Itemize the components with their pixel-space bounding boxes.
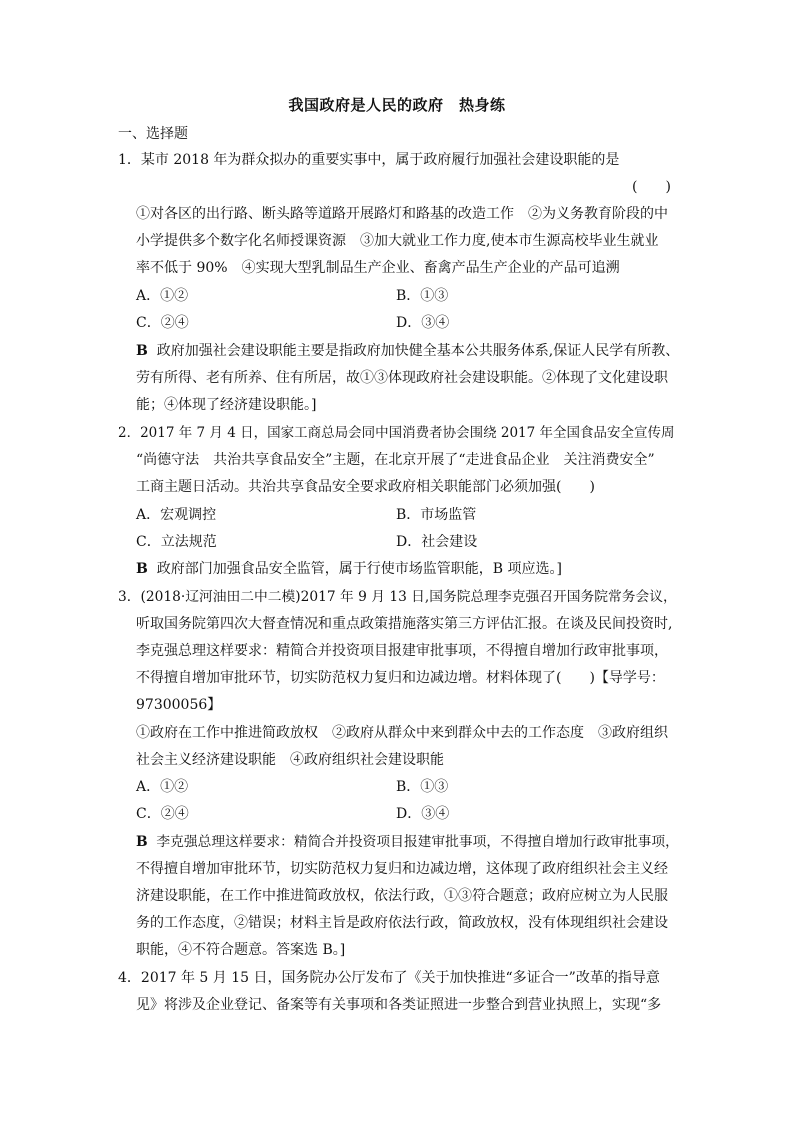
q3-stem-line: 不得擅自增加审批环节，切实防范权力复归和边减边增。材料体现了( )【导学号： [136, 670, 665, 686]
q3-explanation-line: 济建设职能，在工作中推进简政放权，依法行政，①③符合题意；政府应树立为人民服 [136, 888, 668, 904]
q3-explanation-line: 职能，④不符合题意。答案选 B。] [136, 942, 346, 958]
q3-option-line: ①政府在工作中推进简政放权 ②政府从群众中来到群众中去的工作态度 ③政府组织 [136, 725, 668, 741]
q2-choice-c: C．立法规范 [136, 534, 217, 550]
q3-choice-a: A．①② [136, 779, 189, 795]
q3-stem-line: 李克强总理这样要求：精简合并投资项目报建审批事项，不得擅自增加行政审批事项， [136, 643, 668, 659]
q1-option-line: 率不低于 90% ④实现大型乳制品生产企业、畜禽产品生产企业的产品可追溯 [136, 260, 620, 276]
q3-stem-line: 听取国务院第四次大督查情况和重点政策措施落实第三方评估汇报。在谈及民间投资时, [136, 616, 673, 632]
q3-explanation-line: 务的工作态度，②错误；材料主旨是政府依法行政，简政放权，没有体现组织社会建设 [136, 915, 668, 931]
q3-choice-b: B．①③ [396, 779, 449, 795]
q2-choice-a: A．宏观调控 [136, 507, 217, 523]
page-title: 我国政府是人民的政府 热身练 [288, 96, 506, 114]
q1-choice-a: A．①② [136, 288, 189, 304]
q2-answer-explanation [136, 559, 562, 579]
q3-explanation-line: 不得擅自增加审批环节，切实防范权力复归和边减边增，这体现了政府组织社会主义经 [136, 861, 668, 877]
q1-option-line: ①对各区的出行路、断头路等道路开展路灯和路基的改造工作 ②为义务教育阶段的中 [136, 206, 668, 222]
q1-answer-paren: ( ) [632, 179, 671, 195]
q2-choice-b: B．市场监管 [396, 507, 477, 523]
q1-choice-b: B．①③ [396, 288, 449, 304]
q3-stem-line: 97300056】 [136, 697, 222, 713]
q1-answer-letter: B [136, 343, 148, 359]
q2-answer-letter: B [136, 561, 148, 577]
section-heading: 一、选择题 [118, 126, 188, 142]
q4-stem-line: 见》将涉及企业登记、备案等有关事项和各类证照进一步整合到营业执照上，实现“多 [136, 997, 662, 1013]
q1-explanation-line: 能；④体现了经济建设职能。] [136, 397, 317, 413]
q1-explanation-text: 政府加强社会建设职能主要是指政府加快健全基本公共服务体系,保证人民学有所教、 [156, 343, 680, 359]
q1-answer-explanation [136, 341, 679, 361]
q3-choice-c: C．②④ [136, 806, 189, 822]
q3-answer-letter: B [136, 834, 148, 850]
q1-choice-c: C．②④ [136, 315, 189, 331]
q3-answer-explanation [136, 832, 679, 852]
q2-stem: 2．2017 年 7 月 4 日，国家工商总局会同中国消费者协会围绕 2017 年全国食品安全宣传周 [118, 425, 675, 441]
q2-stem-line: “尚德守法 共治共享食品安全”主题，在北京开展了“走进食品企业 关注消费安全” [136, 452, 655, 468]
q1-explanation-line: 劳有所得、老有所养、住有所居，故①③体现政府社会建设职能。②体现了文化建设职 [136, 370, 668, 386]
q2-choice-d: D．社会建设 [396, 534, 478, 550]
q3-stem: 3．(2018·辽河油田二中二模)2017 年 9 月 13 日,国务院总理李克强召开国务院常务会议， [118, 589, 677, 605]
q3-choice-d: D．③④ [396, 806, 450, 822]
q2-explanation-text: 政府部门加强食品安全监管，属于行使市场监管职能，B 项应选。] [156, 561, 562, 577]
q3-option-line: 社会主义经济建设职能 ④政府组织社会建设职能 [136, 752, 444, 768]
q4-stem: 4．2017 年 5 月 15 日，国务院办公厅发布了《关于加快推进“多证合一”改革的指导意 [118, 970, 660, 986]
q1-option-line: 小学提供多个数字化名师授课资源 ③加大就业工作力度,使本市生源高校毕业生就业 [136, 233, 659, 249]
q1-stem: 1．某市 2018 年为群众拟办的重要实事中，属于政府履行加强社会建设职能的是 [118, 152, 620, 168]
q1-choice-d: D．③④ [396, 315, 450, 331]
q2-stem-line: 工商主题日活动。共治共享食品安全要求政府相关职能部门必须加强( ) [136, 479, 595, 495]
q3-explanation-text: 李克强总理这样要求：精简合并投资项目报建审批事项，不得擅自增加行政审批事项， [156, 834, 679, 850]
